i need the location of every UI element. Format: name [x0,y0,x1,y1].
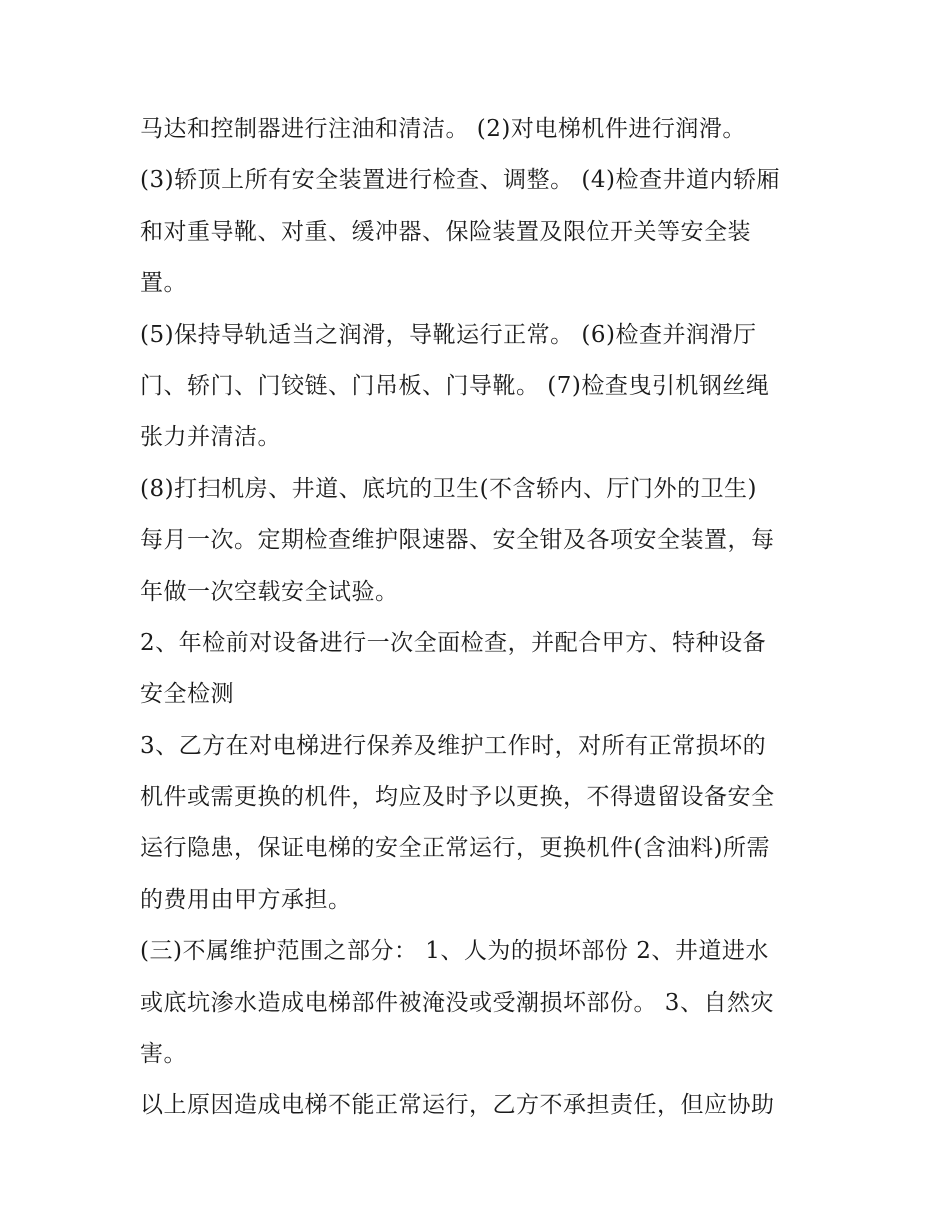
text-line-11: 2、年检前对设备进行一次全面检查，并配合甲方、特种设备 [140,629,767,656]
text-line-9: 每月一次。定期检查维护限速器、安全钳及各项安全装置，每 [140,527,775,554]
text-line-13: 3、乙方在对电梯进行保养及维护工作时，对所有正常损坏的 [140,732,767,759]
text-line-18: 或底坑渗水造成电梯部件被淹没或受潮损坏部份。 3、自然灾 [140,989,774,1016]
text-line-2: (3)轿顶上所有安全装置进行检查、调整。 (4)检查井道内轿厢 [140,167,780,194]
text-line-12: 安全检测 [140,681,234,708]
text-line-10: 年做一次空载安全试验。 [140,578,399,605]
text-line-16: 的费用由甲方承担。 [140,886,352,913]
text-line-1: 马达和控制器进行注油和清洁。 (2)对电梯机件进行润滑。 [140,116,746,142]
text-line-15: 运行隐患，保证电梯的安全正常运行，更换机件(含油料)所需 [140,835,770,862]
text-line-7: 张力并清洁。 [140,424,281,451]
text-line-3: 和对重导靴、对重、缓冲器、保险装置及限位开关等安全装 [140,218,751,245]
text-line-17: (三)不属维护范围之部分： 1、人为的损坏部份 2、井道进水 [140,938,769,965]
text-line-6: 门、轿门、门铰链、门吊板、门导靴。 (7)检查曳引机钢丝绳 [140,372,770,399]
text-line-20: 以上原因造成电梯不能正常运行，乙方不承担责任，但应协助 [140,1092,775,1119]
document-body [140,104,830,1132]
text-line-8: (8)打扫机房、井道、底坑的卫生(不含轿内、厅门外的卫生) [140,475,758,502]
text-line-4: 置。 [140,270,187,297]
text-line-5: (5)保持导轨适当之润滑，导靴运行正常。 (6)检查并润滑厅 [140,321,757,348]
text-line-14: 机件或需更换的机件，均应及时予以更换，不得遗留设备安全 [140,784,775,811]
text-line-19: 害。 [140,1041,187,1068]
